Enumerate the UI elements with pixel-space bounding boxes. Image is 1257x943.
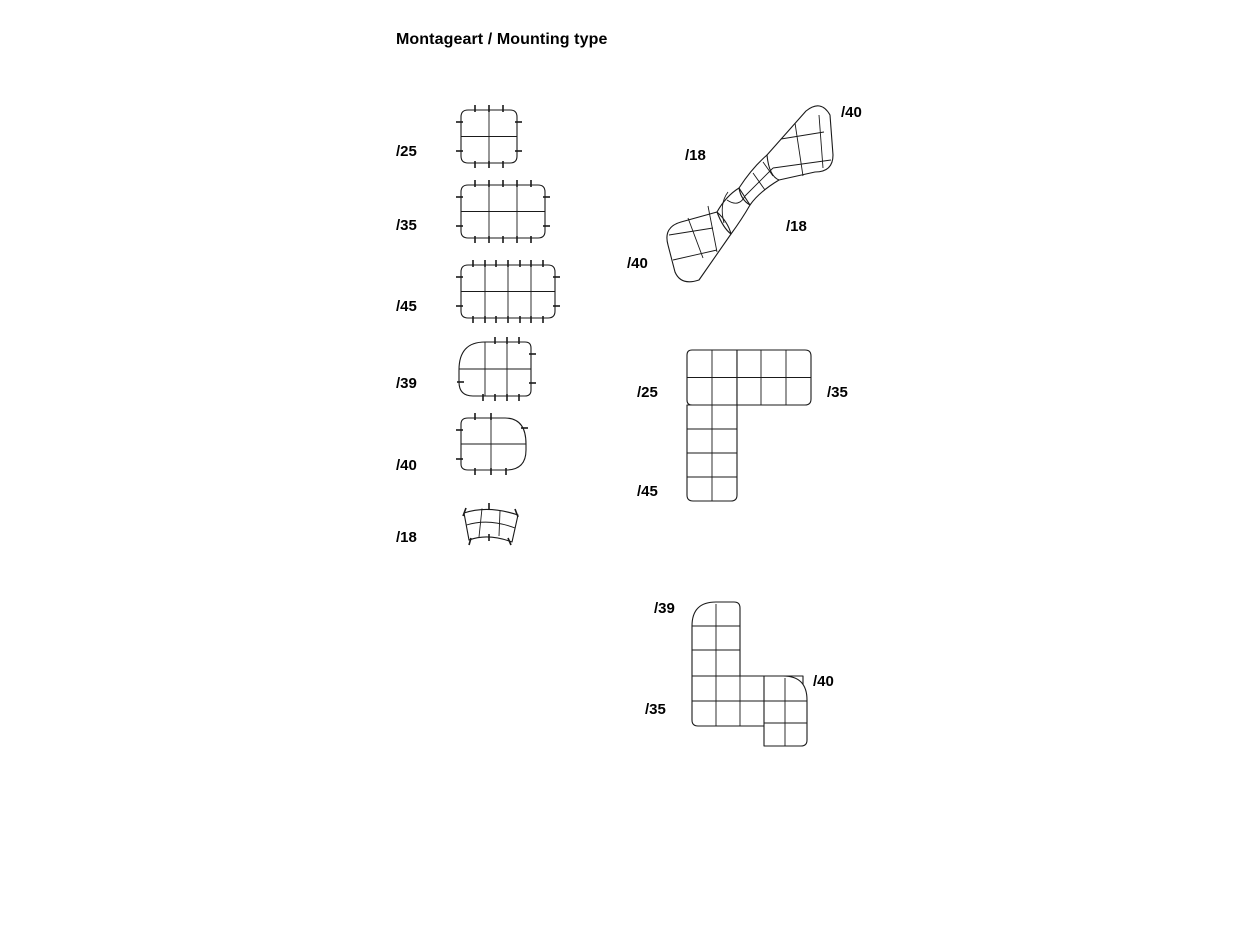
module-shape-45 (458, 263, 558, 321)
assembly3-label-35: /35 (645, 701, 666, 718)
assembly1-label-40-bottom: /40 (627, 255, 648, 272)
assembly2-label-25: /25 (637, 384, 658, 401)
assembly1-label-18-lower: /18 (786, 218, 807, 235)
assembly3-label-40: /40 (813, 673, 834, 690)
assembly-s-curve (655, 100, 845, 290)
module-label-18: /18 (396, 529, 417, 546)
assembly-z-shape (688, 598, 818, 753)
module-label-40: /40 (396, 457, 417, 474)
module-label-25: /25 (396, 143, 417, 160)
module-shape-39 (455, 340, 535, 400)
assembly1-label-18-upper: /18 (685, 147, 706, 164)
module-shape-25 (458, 108, 520, 166)
module-label-45: /45 (396, 298, 417, 315)
module-shape-35 (458, 183, 548, 241)
assembly1-label-40-top: /40 (841, 104, 862, 121)
module-label-35: /35 (396, 217, 417, 234)
assembly-l-shape (685, 349, 815, 509)
assembly3-label-39: /39 (654, 600, 675, 617)
assembly2-label-35: /35 (827, 384, 848, 401)
module-shape-40 (458, 416, 533, 476)
page-title: Montageart / Mounting type (396, 31, 608, 48)
module-shape-18 (458, 505, 524, 553)
assembly2-label-45: /45 (637, 483, 658, 500)
module-label-39: /39 (396, 375, 417, 392)
